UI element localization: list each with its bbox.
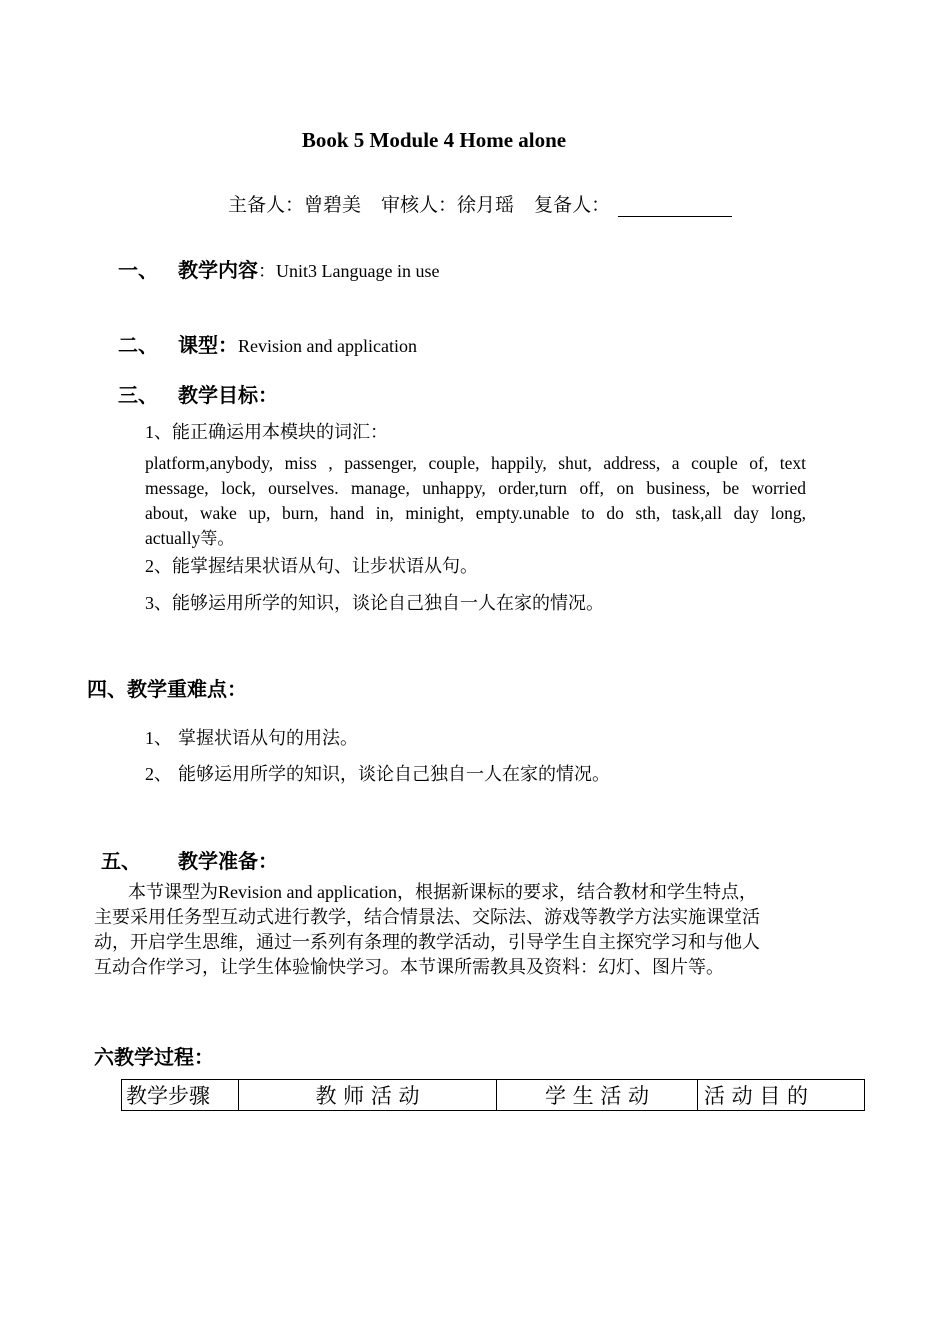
prep-line: 动，开启学生思维，通过一系列有条理的教学活动，引导学生自主探究学习和与他人	[94, 932, 760, 953]
vocab-line: about, wake up, burn, hand in, minight, empty.unable to do sth, task,all day long,	[145, 503, 806, 523]
table-header-row	[122, 1080, 865, 1111]
goal-2	[145, 552, 478, 578]
preparers-line	[228, 190, 732, 217]
prep-line	[94, 880, 806, 905]
section2-number: 二、	[118, 333, 158, 357]
section1-value: ：Unit3 Language in use	[258, 261, 440, 281]
goal-3-text: 能够运用所学的知识，谈论自己独自一人在家的情况。	[172, 593, 604, 614]
section2-label: 课型：	[178, 333, 238, 357]
vocab-last-suffix: 等。	[200, 529, 235, 549]
column-header-steps: 教学步骤	[122, 1080, 239, 1111]
goal-1-text: 能正确运用本模块的词汇：	[172, 422, 388, 443]
section4-heading: 四、教学重难点：	[87, 677, 247, 701]
section5-number: 五、	[101, 849, 141, 873]
reviewer-label: 审核人：	[381, 194, 458, 216]
page-title: Book 5 Module 4 Home alone	[301, 128, 567, 152]
prep-line1-b: Revision and application	[218, 882, 397, 902]
vocab-line: message, lock, ourselves. manage, unhappy, order,turn off, on business, be worried	[145, 478, 806, 498]
column-header-student: 学 生 活 动	[497, 1080, 698, 1111]
section1-number: 一、	[118, 258, 158, 282]
section3-label: 教学目标：	[178, 383, 278, 407]
process-table	[121, 1079, 865, 1111]
section5-label: 教学准备：	[178, 849, 278, 873]
difficulty-2-text: 能够运用所学的知识，谈论自己独自一人在家的情况。	[178, 764, 610, 785]
prep-line: 互动合作学习，让学生体验愉快学习。本节课所需教具及资料：幻灯、图片等。	[94, 957, 724, 978]
preparation-paragraph	[94, 880, 806, 980]
section2-heading	[178, 329, 417, 358]
goal-2-number: 2、	[145, 556, 172, 576]
section2-value: Revision and application	[238, 336, 417, 356]
vocab-last-word: actually	[145, 528, 201, 548]
vocab-line-last	[145, 526, 806, 552]
backup-preparer-label: 复备人：	[534, 194, 611, 216]
column-header-purpose: 活 动 目 的	[698, 1080, 865, 1111]
prep-line1-c: ，根据新课标的要求，结合教材和学生特点，	[396, 882, 757, 903]
goal-1	[145, 418, 388, 444]
reviewer-name: 徐月瑶	[457, 194, 515, 216]
column-header-teacher: 教 师 活 动	[239, 1080, 497, 1111]
section1-label: 教学内容	[178, 258, 258, 282]
difficulty-2-number: 2、	[145, 764, 172, 784]
vocabulary-list	[145, 451, 806, 552]
prep-line1-a: 本节课型为	[128, 882, 218, 903]
goal-3	[145, 589, 604, 615]
main-preparer-name: 曾碧美	[304, 194, 362, 216]
goal-3-number: 3、	[145, 593, 172, 613]
difficulty-1-number: 1、	[145, 728, 172, 748]
main-preparer-label: 主备人：	[228, 194, 305, 216]
section6-heading: 六教学过程：	[94, 1045, 214, 1069]
backup-preparer-blank	[618, 198, 732, 217]
section1-heading	[178, 254, 439, 283]
section3-number: 三、	[118, 383, 158, 407]
prep-line: 主要采用任务型互动式进行教学，结合情景法、交际法、游戏等教学方法实施课堂活	[94, 907, 760, 928]
goal-1-number: 1、	[145, 422, 172, 442]
vocab-line: platform,anybody, miss , passenger, couple, happily, shut, address, a couple of, text	[145, 453, 806, 473]
difficulty-1-text: 掌握状语从句的用法。	[178, 728, 358, 749]
goal-2-text: 能掌握结果状语从句、让步状语从句。	[172, 556, 478, 577]
